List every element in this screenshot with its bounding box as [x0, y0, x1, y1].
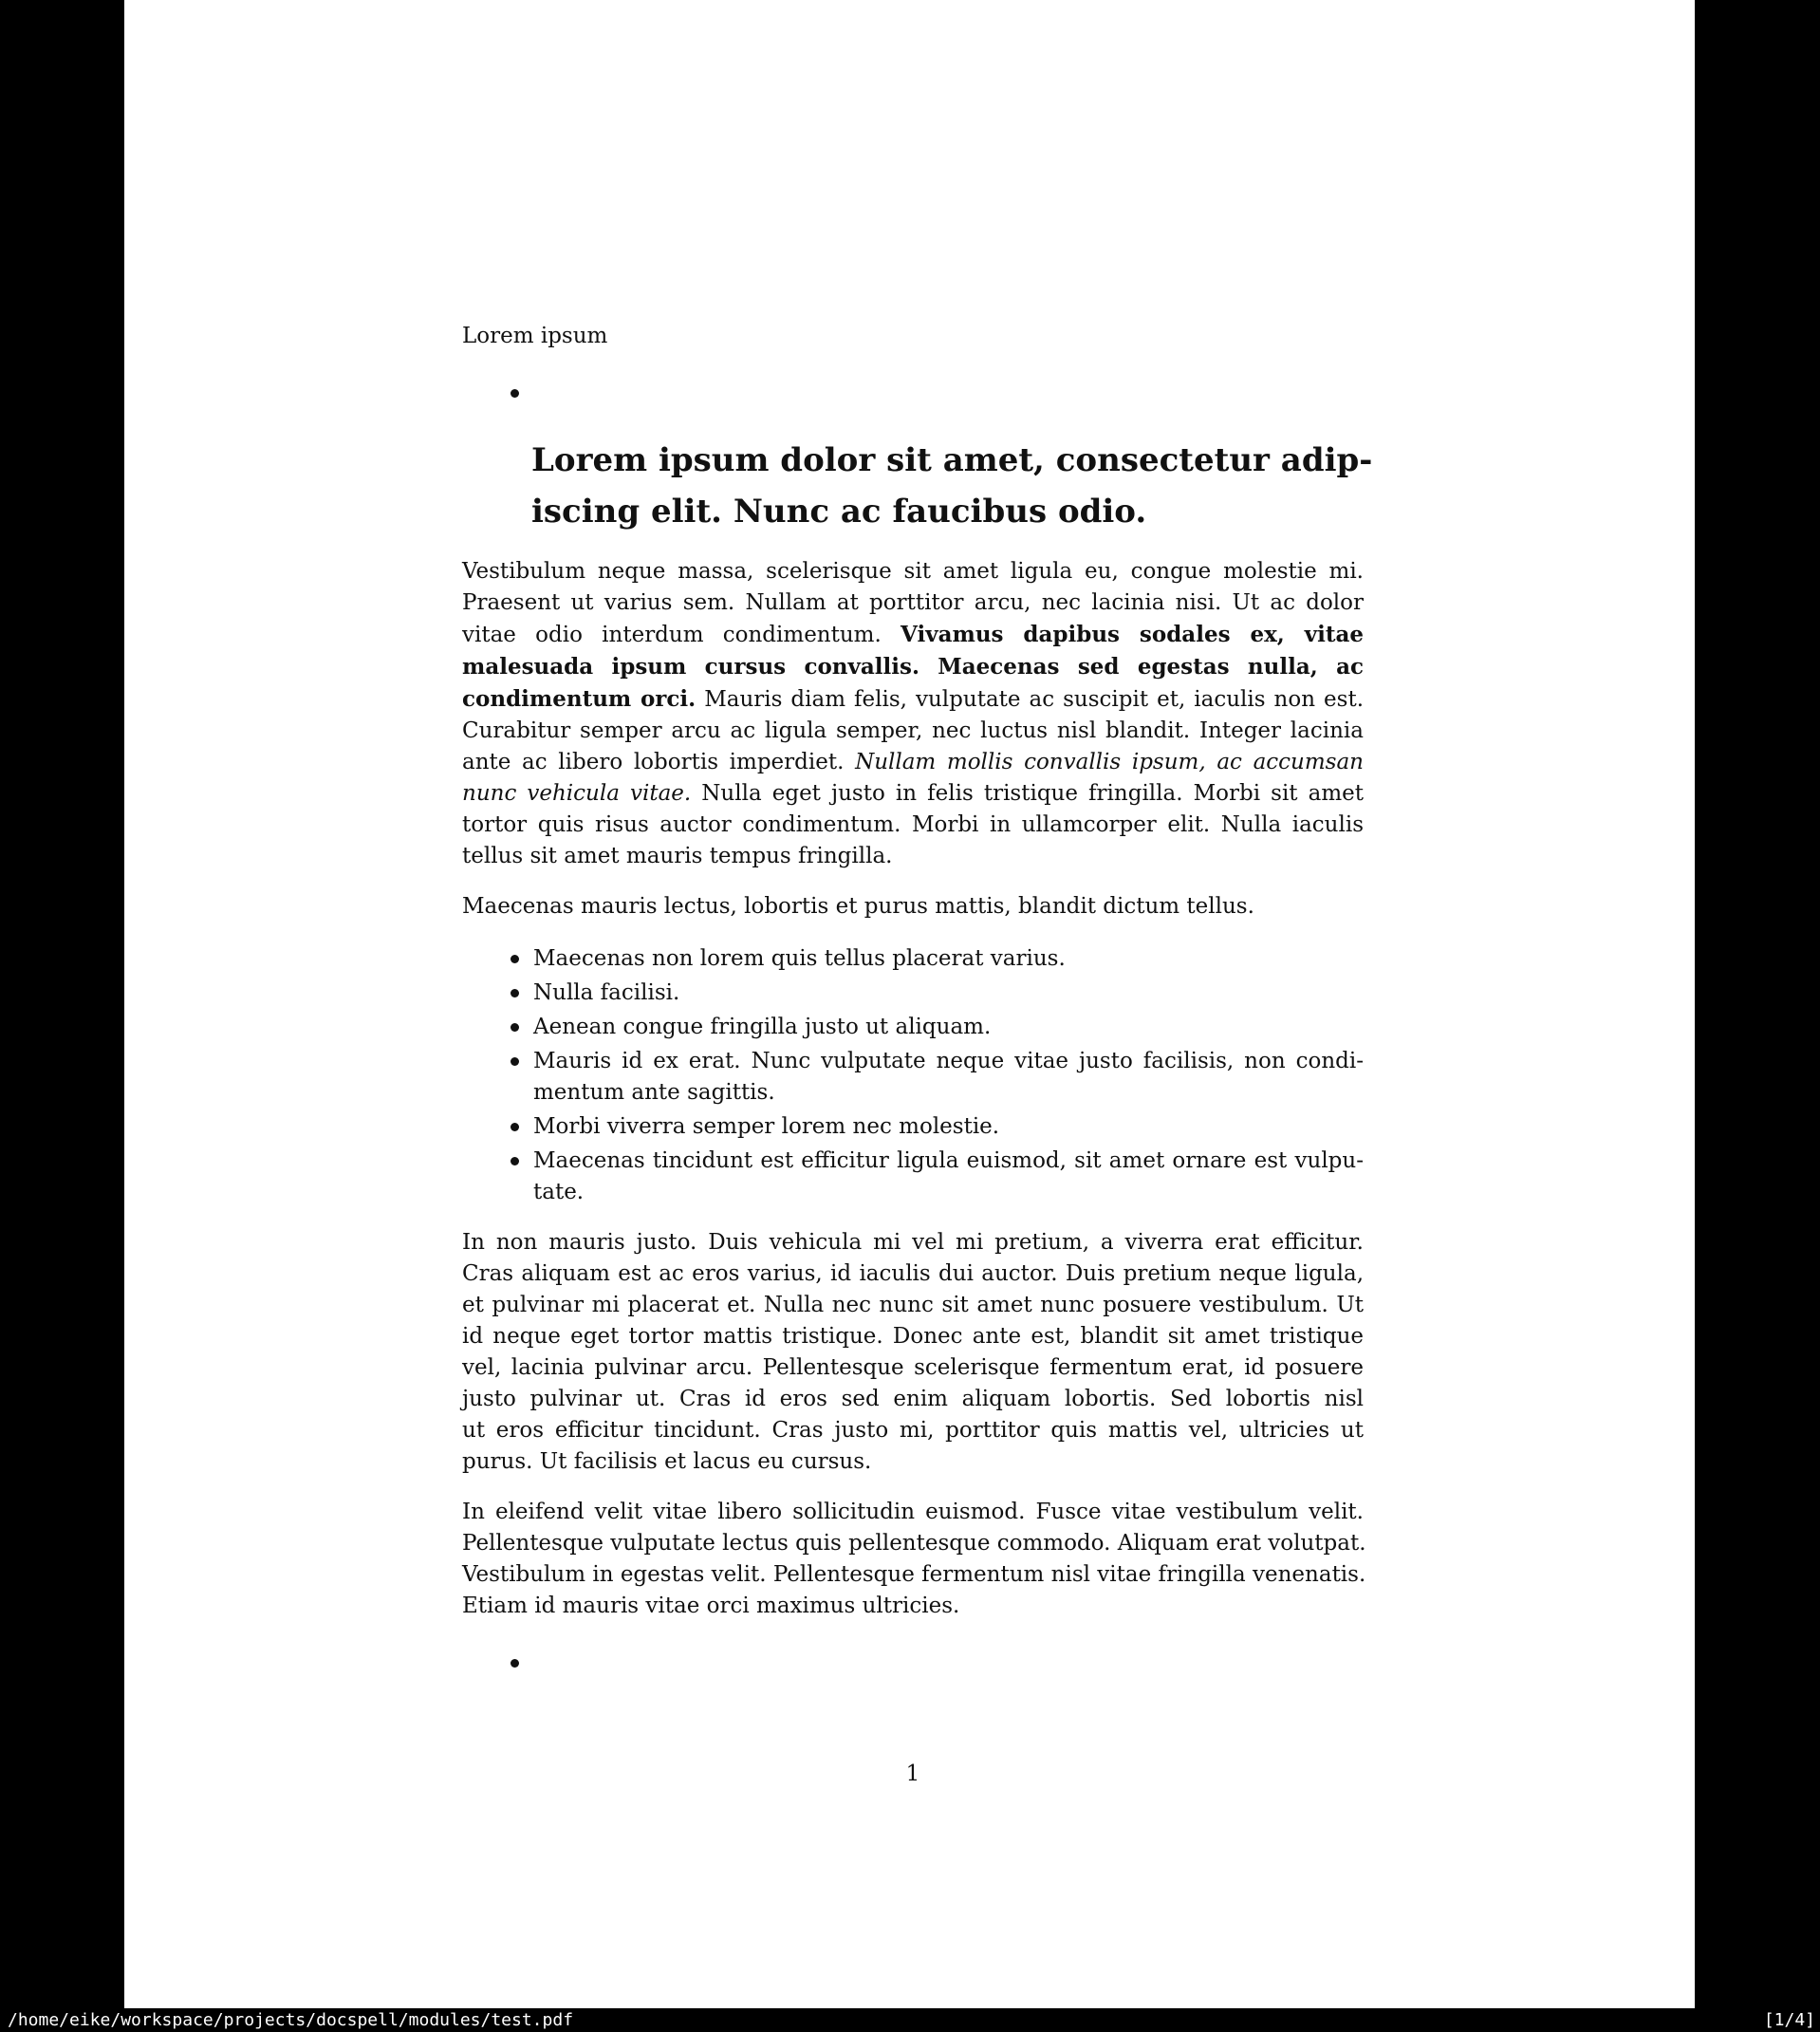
text-segment: nunc vehicula vitae.: [462, 781, 692, 806]
document-heading: [531, 435, 1373, 537]
text-segment: Praesent ut varius sem. Nullam at porttitor arcu, nec lacinia nisi. Ut ac dolor: [462, 590, 1364, 615]
paragraph: [462, 1227, 1364, 1478]
text-line: [533, 1111, 1364, 1143]
text-line: [462, 587, 1364, 619]
text-line: [533, 943, 1364, 975]
bullet-icon: [511, 1023, 519, 1032]
text-segment: Nullam mollis convallis ipsum, ac accumsan: [855, 750, 1364, 774]
text-line: [533, 1077, 1364, 1109]
text-line: [462, 747, 1364, 778]
list-item: [462, 978, 1364, 1009]
text-segment: Maecenas mauris lectus, lobortis et purus mattis, blandit dictum tellus.: [462, 894, 1254, 919]
text-line: [462, 810, 1364, 841]
text-line: [462, 1290, 1364, 1321]
text-line: [462, 683, 1364, 716]
text-segment: In eleifend velit vitae libero sollicitudin euismod. Fusce vitae vestibulum velit.: [462, 1500, 1364, 1524]
text-segment: Aenean congue fringilla justo ut aliquam.: [533, 1015, 992, 1039]
text-segment: Maecenas tincidunt est efficitur ligula euismod, sit amet ornare est vulpu-: [533, 1148, 1364, 1173]
text-line: [462, 1352, 1364, 1384]
empty-list-item: [462, 378, 1364, 409]
text-line: [462, 619, 1364, 651]
text-segment: justo pulvinar ut. Cras id eros sed enim aliquam lobortis. Sed lobortis nisl: [462, 1387, 1364, 1411]
text-segment: Vestibulum in egestas velit. Pellentesque fermentum nisl vitae fringilla venenatis.: [462, 1562, 1366, 1587]
text-segment: tortor quis risus auctor condimentum. Morbi in ullamcorper elit. Nulla iaculis: [462, 812, 1364, 837]
text-segment: iscing elit. Nunc ac faucibus odio.: [531, 493, 1147, 531]
text-line: [533, 978, 1364, 1009]
text-segment: Nulla eget justo in felis tristique fringilla. Morbi sit amet: [691, 781, 1364, 806]
text-segment: Vivamus dapibus sodales ex, vitae: [901, 622, 1365, 647]
statusbar-file-path: /home/eike/workspace/projects/docspell/modules/test.pdf: [8, 2010, 574, 2030]
bullet-icon: [511, 955, 519, 963]
paragraph: [462, 1497, 1364, 1622]
text-segment: Curabitur semper arcu ac ligula semper, nec luctus nisl blandit. Integer lacinia: [462, 718, 1364, 743]
text-line: [462, 1591, 1364, 1622]
text-line: [531, 486, 1364, 537]
bullet-icon: [511, 1057, 519, 1066]
empty-list-item: [462, 1648, 1364, 1679]
text-segment: Etiam id mauris vitae orci maximus ultricies.: [462, 1594, 960, 1618]
text-segment: Cras aliquam est ac eros varius, id iaculis dui auctor. Duis pretium neque ligula,: [462, 1261, 1364, 1286]
text-segment: Morbi viverra semper lorem nec molestie.: [533, 1114, 1000, 1139]
document-content: [462, 0, 1373, 1679]
text-line: [462, 1258, 1364, 1290]
text-line: [533, 1177, 1364, 1208]
text-segment: ante ac libero lobortis imperdiet.: [462, 750, 856, 774]
list-item: [462, 1146, 1364, 1208]
text-segment: Vestibulum neque massa, scelerisque sit amet ligula eu, congue molestie mi.: [462, 559, 1364, 584]
text-line: [462, 1528, 1364, 1559]
paragraph: [462, 891, 1364, 923]
bullet-icon: [511, 1157, 519, 1165]
text-line: [462, 1559, 1364, 1591]
text-segment: condimentum orci.: [462, 686, 696, 712]
text-segment: tate.: [533, 1180, 585, 1204]
bullet-icon: [511, 389, 519, 398]
text-line: [462, 1321, 1364, 1352]
text-line: [462, 1446, 1364, 1478]
bullet-icon: [511, 989, 519, 997]
list-item: [462, 1111, 1364, 1143]
bullet-list: [462, 943, 1364, 1208]
text-line: [462, 891, 1364, 923]
text-segment: purus. Ut facilisis et lacus eu cursus.: [462, 1449, 872, 1474]
text-segment: mentum ante sagittis.: [533, 1080, 775, 1105]
text-segment: Nulla facilisi.: [533, 980, 680, 1005]
bullet-icon: [511, 1123, 519, 1131]
text-segment: Mauris id ex erat. Nunc vulputate neque vitae justo facilisis, non condi-: [533, 1049, 1364, 1073]
text-line: [533, 1012, 1364, 1043]
text-segment: ut eros efficitur tincidunt. Cras justo mi, porttitor quis mattis vel, ultricies ut: [462, 1418, 1364, 1443]
page-number: 1: [905, 1762, 920, 1786]
text-segment: tellus sit amet mauris tempus fringilla.: [462, 844, 893, 868]
list-item: [462, 943, 1364, 975]
text-line: [462, 1384, 1364, 1415]
text-line: [462, 321, 1364, 352]
text-segment: id neque eget tortor mattis tristique. Donec ante est, blandit sit amet tristique: [462, 1324, 1364, 1349]
statusbar: [0, 2008, 1820, 2032]
pdf-page[interactable]: [124, 0, 1695, 2008]
list-item: [462, 1012, 1364, 1043]
paragraph: [462, 556, 1364, 872]
text-segment: vitae odio interdum condimentum.: [462, 623, 901, 647]
list-item: [462, 1046, 1364, 1109]
text-line: [462, 556, 1364, 587]
text-segment: In non mauris justo. Duis vehicula mi vel mi pretium, a viverra erat efficitur.: [462, 1230, 1364, 1255]
document-top-label: [462, 321, 1364, 352]
text-line: [462, 716, 1364, 747]
text-segment: Pellentesque vulputate lectus quis pellentesque commodo. Aliquam erat volutpat.: [462, 1531, 1366, 1556]
statusbar-page-indicator: [1/4]: [1763, 2010, 1815, 2030]
text-segment: Lorem ipsum: [462, 324, 608, 348]
text-line: [462, 778, 1364, 810]
text-segment: Lorem ipsum dolor sit amet, consectetur adip-: [531, 441, 1373, 479]
text-segment: vel, lacinia pulvinar arcu. Pellentesque scelerisque fermentum erat, id posuere: [462, 1355, 1364, 1380]
text-segment: malesuada ipsum cursus convallis. Maecenas sed egestas nulla, ac: [462, 654, 1364, 680]
text-line: [531, 435, 1373, 486]
text-line: [533, 1046, 1364, 1077]
text-segment: et pulvinar mi placerat et. Nulla nec nunc sit amet nunc posuere vestibulum. Ut: [462, 1293, 1364, 1317]
text-segment: Maecenas non lorem quis tellus placerat varius.: [533, 946, 1066, 971]
text-line: [462, 1415, 1364, 1446]
text-line: [533, 1146, 1364, 1177]
text-segment: Mauris diam felis, vulputate ac suscipit et, iaculis non est.: [696, 687, 1365, 712]
text-line: [462, 1227, 1364, 1258]
text-line: [462, 1497, 1364, 1528]
bullet-icon: [511, 1659, 519, 1668]
text-line: [462, 651, 1364, 683]
text-line: [462, 841, 1364, 872]
